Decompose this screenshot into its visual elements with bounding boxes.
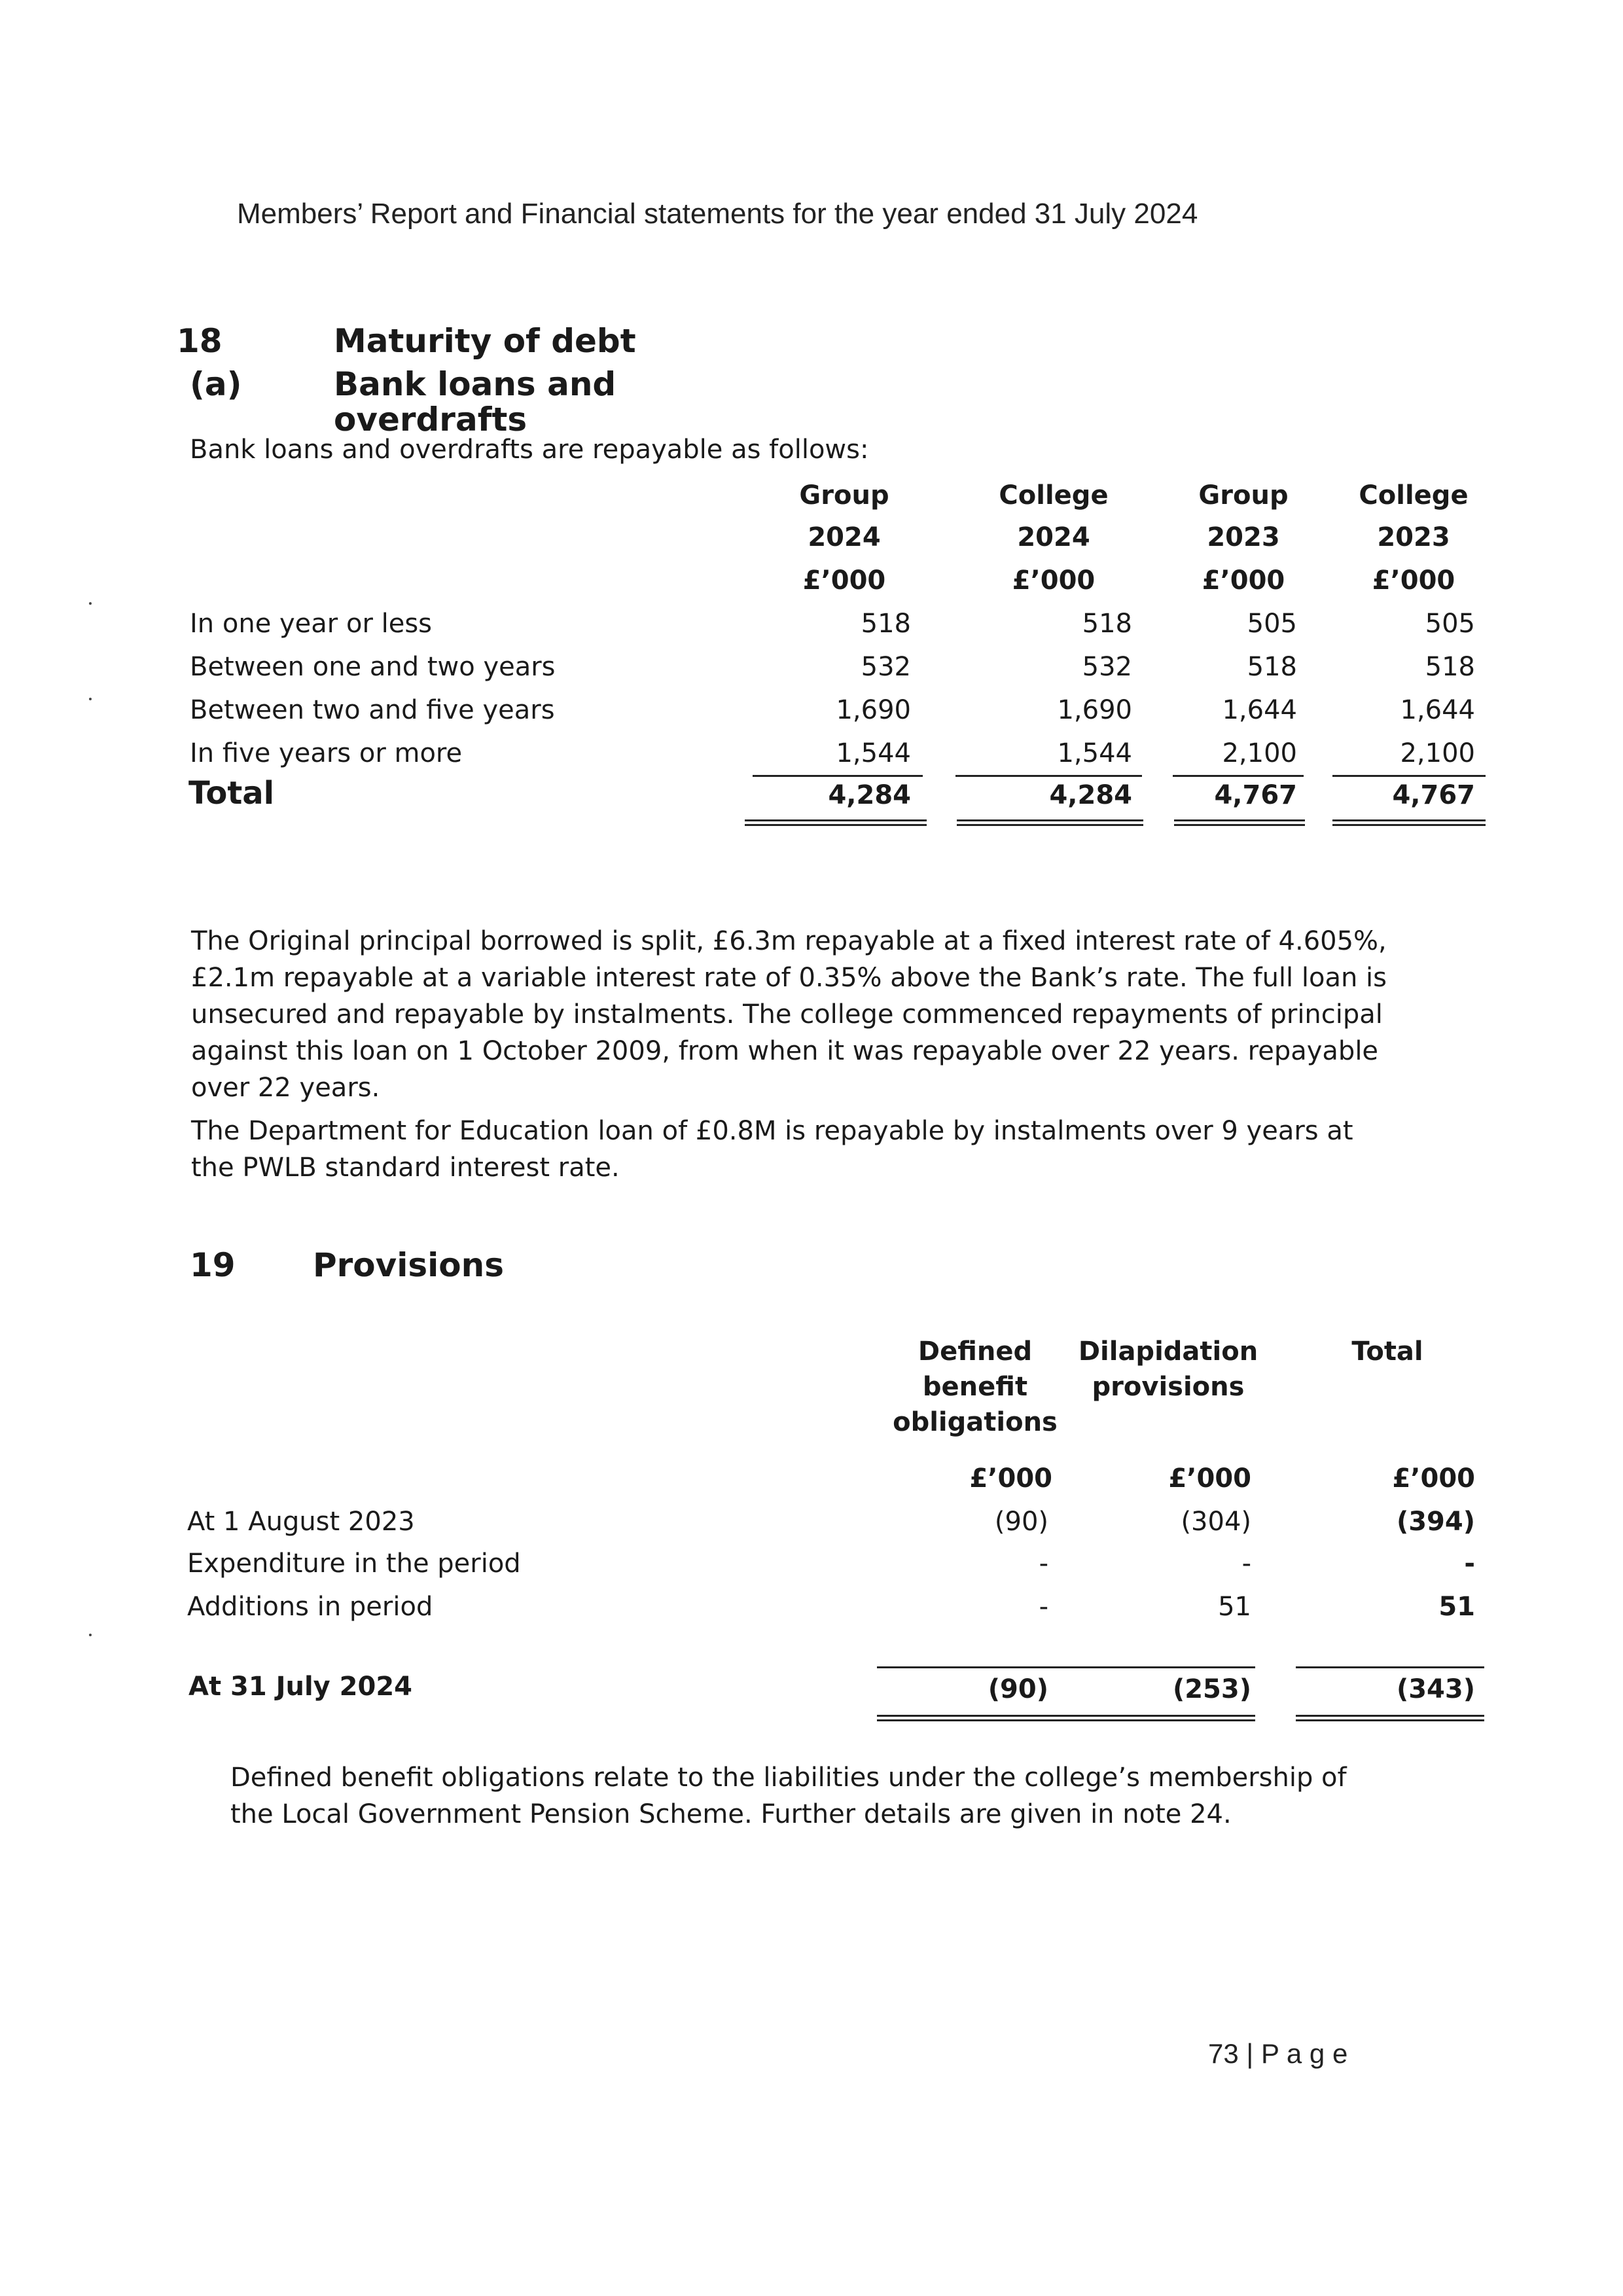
- col-1-year: 2024: [808, 522, 881, 552]
- note-18a-title-line2: overdrafts: [334, 401, 527, 439]
- subtotal-rule: [1296, 1666, 1484, 1668]
- scan-speck: [89, 1634, 92, 1636]
- note-18a-number: (a): [190, 365, 242, 403]
- col-dilapidation-unit: £’000: [1168, 1463, 1251, 1494]
- subtotal-rule: [753, 775, 923, 777]
- subtotal-rule: [1173, 775, 1304, 777]
- row-label: In one year or less: [190, 609, 432, 639]
- cell: 518: [1082, 609, 1132, 639]
- cell: 532: [1082, 652, 1132, 682]
- col-total-line1: Total: [1351, 1336, 1423, 1367]
- total-cell: (90): [988, 1674, 1048, 1704]
- total-cell: 4,767: [1214, 780, 1297, 810]
- col-4-year: 2023: [1377, 522, 1450, 552]
- cell: 1,644: [1400, 695, 1475, 725]
- cell: 2,100: [1400, 738, 1475, 768]
- note-19-footnote: Defined benefit obligations relate to the liabilities under the college’s membership of the Local Government Pension Scheme. Further details are given in note 24.: [230, 1763, 1347, 1829]
- cell: 518: [861, 609, 911, 639]
- total-label: Total: [188, 775, 275, 812]
- cell: 51: [1218, 1592, 1251, 1622]
- note-18-number: 18: [177, 322, 223, 360]
- col-2-entity: College: [999, 480, 1109, 511]
- cell: 1,544: [1057, 738, 1132, 768]
- note-18-intro: Bank loans and overdrafts are repayable as follows:: [190, 435, 869, 465]
- total-label: At 31 July 2024: [188, 1672, 412, 1702]
- cell: (90): [994, 1507, 1048, 1537]
- col-defined-line3: obligations: [893, 1407, 1058, 1437]
- note-18a-title-line1: Bank loans and: [334, 365, 616, 403]
- cell: 1,644: [1222, 695, 1297, 725]
- cell: -: [1241, 1549, 1251, 1579]
- col-2-year: 2024: [1017, 522, 1090, 552]
- note-18-title: Maturity of debt: [334, 322, 636, 360]
- col-dilapidation-line2: provisions: [1092, 1372, 1245, 1402]
- col-dilapidation-line1: Dilapidation: [1078, 1336, 1258, 1367]
- scan-speck: [89, 602, 92, 605]
- subtotal-rule: [1332, 775, 1486, 777]
- note-18-paragraph-1: The Original principal borrowed is split, £6.3m repayable at a fixed interest rate of 4.605%, £2.1m repayable at a variable interest rate of 0.35% above the Bank’s rate. The full loan is unsecured and repayable by instalments. The college commenced repayments of principal against this loan on 1 October 2009, from when it was repayable over 22 years. repayable over 22 years.: [191, 926, 1387, 1103]
- col-1-unit: £’000: [802, 565, 886, 596]
- row-label: At 1 August 2023: [187, 1507, 415, 1537]
- scan-speck: [89, 698, 92, 700]
- col-defined-unit: £’000: [969, 1463, 1052, 1494]
- note-19-title: Provisions: [313, 1246, 504, 1284]
- col-4-entity: College: [1359, 480, 1469, 511]
- col-3-year: 2023: [1207, 522, 1280, 552]
- page-header: Members’ Report and Financial statements for the year ended 31 July 2024: [237, 198, 1198, 230]
- cell: 505: [1247, 609, 1297, 639]
- total-cell: (253): [1172, 1674, 1251, 1704]
- cell: -: [1039, 1549, 1048, 1579]
- cell: -: [1464, 1549, 1475, 1579]
- cell: 532: [861, 652, 911, 682]
- cell: 518: [1425, 652, 1475, 682]
- cell: 1,690: [1057, 695, 1132, 725]
- cell: (304): [1181, 1507, 1251, 1537]
- total-double-rule: [1332, 819, 1486, 826]
- col-1-entity: Group: [799, 480, 889, 511]
- total-double-rule: [1174, 819, 1305, 826]
- col-3-entity: Group: [1198, 480, 1289, 511]
- row-label: Expenditure in the period: [187, 1549, 521, 1579]
- subtotal-rule: [877, 1666, 1255, 1668]
- total-double-rule: [745, 819, 927, 826]
- col-4-unit: £’000: [1372, 565, 1455, 596]
- total-cell: 4,284: [828, 780, 911, 810]
- cell: -: [1039, 1592, 1048, 1622]
- col-2-unit: £’000: [1012, 565, 1096, 596]
- cell: 1,690: [836, 695, 911, 725]
- row-label: Between two and five years: [190, 695, 555, 725]
- cell: 1,544: [836, 738, 911, 768]
- page-number: 73 | P a g e: [1208, 2038, 1348, 2069]
- cell: 51: [1438, 1592, 1475, 1622]
- cell: 505: [1425, 609, 1475, 639]
- cell: 518: [1247, 652, 1297, 682]
- col-3-unit: £’000: [1202, 565, 1285, 596]
- note-19-number: 19: [190, 1246, 236, 1284]
- total-cell: (343): [1396, 1674, 1475, 1704]
- col-defined-line2: benefit: [922, 1372, 1028, 1402]
- subtotal-rule: [955, 775, 1142, 777]
- cell: 2,100: [1222, 738, 1297, 768]
- total-double-rule: [1296, 1715, 1484, 1721]
- total-double-rule: [957, 819, 1143, 826]
- row-label: In five years or more: [190, 738, 463, 768]
- col-total-unit: £’000: [1392, 1463, 1475, 1494]
- row-label: Additions in period: [187, 1592, 433, 1622]
- col-defined-line1: Defined: [918, 1336, 1033, 1367]
- cell: (394): [1396, 1507, 1475, 1537]
- row-label: Between one and two years: [190, 652, 556, 682]
- total-double-rule: [877, 1715, 1255, 1721]
- note-18-paragraph-2: The Department for Education loan of £0.8M is repayable by instalments over 9 years at the PWLB standard interest rate.: [191, 1116, 1353, 1183]
- total-cell: 4,284: [1049, 780, 1132, 810]
- total-cell: 4,767: [1392, 780, 1475, 810]
